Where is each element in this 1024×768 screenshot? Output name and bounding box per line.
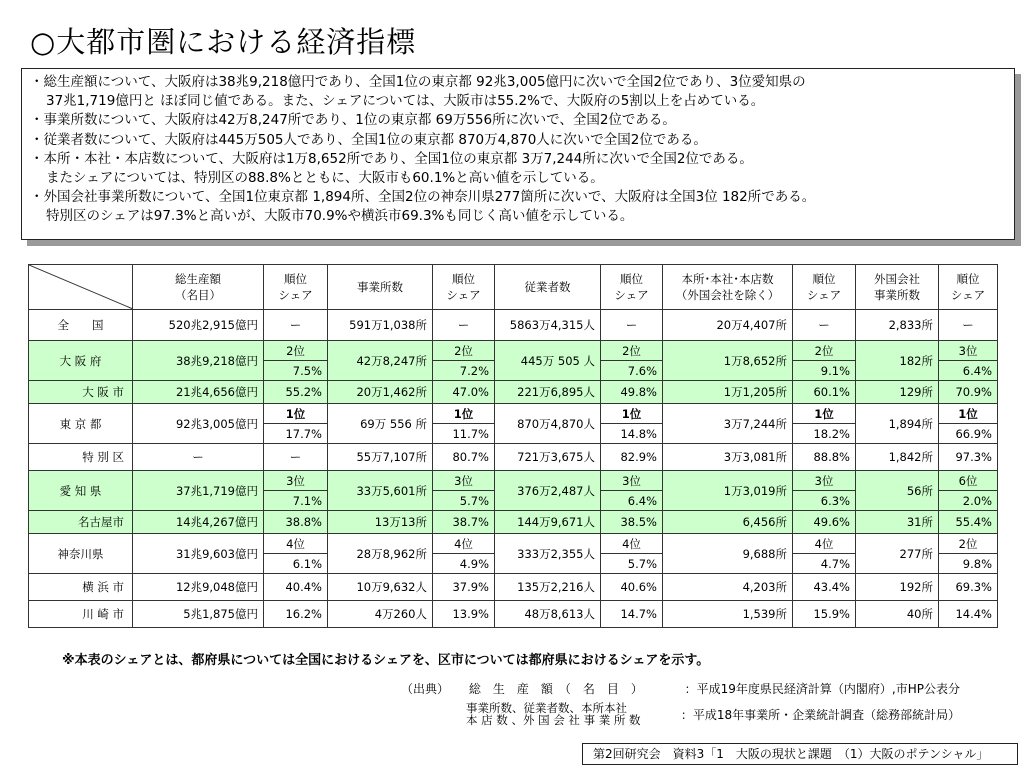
header-rank: 順位 シェア: [433, 265, 495, 310]
row-name: 東 京 都: [29, 404, 133, 444]
emp-value: 445万 505 人: [495, 341, 601, 381]
share-value: 14.8%: [601, 424, 663, 444]
table-row: [29, 534, 998, 554]
est-value: 13万13所: [328, 511, 433, 534]
source-line: [401, 680, 960, 697]
summary-box: [21, 68, 1015, 240]
gdp-value: 31兆9,603億円: [133, 534, 264, 574]
table-row: [29, 444, 998, 471]
share-value: 47.0%: [433, 381, 495, 404]
share-value: 5.7%: [433, 491, 495, 511]
rank-value: 2位: [601, 341, 663, 361]
rank-value: 2位: [264, 341, 328, 361]
gdp-value: 37兆1,719億円: [133, 471, 264, 511]
table-row: [29, 404, 998, 424]
gdp-value: 5兆1,875億円: [133, 601, 264, 628]
diagonal-line: [29, 265, 133, 309]
est-value: 20万1,462所: [328, 381, 433, 404]
share-value: 9.8%: [939, 554, 998, 574]
rank-value: 1位: [433, 404, 495, 424]
table-row: [29, 381, 998, 404]
share-value: 88.8%: [793, 444, 856, 471]
source-item-label: 事業所数、従業者数、本所本社 本 店 数 、外 国 会 社 事 業 所 数: [466, 701, 641, 727]
gdp-value: 92兆3,005億円: [133, 404, 264, 444]
emp-value: 333万2,355人: [495, 534, 601, 574]
emp-value: 721万3,675人: [495, 444, 601, 471]
emp-value: 144万9,671人: [495, 511, 601, 534]
rank-value: 3位: [601, 471, 663, 491]
rank-value: ー: [793, 310, 856, 341]
rank-value: 3位: [433, 471, 495, 491]
table-row: [29, 574, 998, 601]
hq-value: 9,688所: [663, 534, 793, 574]
table-row: [29, 511, 998, 534]
share-value: 6.3%: [793, 491, 856, 511]
share-note: ※本表のシェアとは、都府県については全国におけるシェアを、区市については都府県におけるシェアを示す。: [62, 653, 710, 668]
gdp-value: 21兆4,656億円: [133, 381, 264, 404]
summary-line: ・事業所数について、大阪府は42万8,247所であり、1位の東京都 69万556所に次いで、全国2位である。: [30, 112, 676, 129]
rank-value: 2位: [793, 341, 856, 361]
rank-value: ー: [433, 310, 495, 341]
share-value: 9.1%: [793, 361, 856, 381]
share-value: 69.3%: [939, 574, 998, 601]
row-name: 全 国: [29, 310, 133, 341]
share-value: 80.7%: [433, 444, 495, 471]
header-rank: 順位 シェア: [264, 265, 328, 310]
row-name: 大 阪 市: [29, 381, 133, 404]
rank-value: ー: [939, 310, 998, 341]
share-value: 43.4%: [793, 574, 856, 601]
share-value: 7.5%: [264, 361, 328, 381]
rank-value: 4位: [793, 534, 856, 554]
emp-value: 221万6,895人: [495, 381, 601, 404]
emp-value: 5863万4,315人: [495, 310, 601, 341]
share-value: 7.6%: [601, 361, 663, 381]
share-value: 4.7%: [793, 554, 856, 574]
share-value: 6.4%: [939, 361, 998, 381]
rank-value: 4位: [601, 534, 663, 554]
emp-value: 135万2,216人: [495, 574, 601, 601]
rank-value: 1位: [939, 404, 998, 424]
gdp-value: ー: [133, 444, 264, 471]
page-title: ○大都市圏における経済指標: [30, 25, 417, 59]
table-row: [29, 471, 998, 491]
rank-value: 2位: [433, 341, 495, 361]
hq-value: 1万1,205所: [663, 381, 793, 404]
foreign-value: 277所: [856, 534, 939, 574]
table-row: [29, 341, 998, 361]
rank-value: ー: [601, 310, 663, 341]
source-line: [466, 702, 960, 726]
foreign-value: 2,833所: [856, 310, 939, 341]
hq-value: 20万4,407所: [663, 310, 793, 341]
share-value: 70.9%: [939, 381, 998, 404]
rank-value: 3位: [793, 471, 856, 491]
summary-line: ・外国会社事業所数について、全国1位東京都 1,894所、全国2位の神奈川県277箇所に次いで、大阪府は全国3位 182所である。: [30, 189, 816, 206]
row-name: 名古屋市: [29, 511, 133, 534]
header-foreign: 外国会社 事業所数: [856, 265, 939, 310]
est-value: 28万8,962所: [328, 534, 433, 574]
est-value: 591万1,038所: [328, 310, 433, 341]
foreign-value: 1,842所: [856, 444, 939, 471]
rank-value: 3位: [264, 471, 328, 491]
header-employees: 従業者数: [495, 265, 601, 310]
share-value: 55.4%: [939, 511, 998, 534]
share-value: 18.2%: [793, 424, 856, 444]
gdp-value: 38兆9,218億円: [133, 341, 264, 381]
emp-value: 376万2,487人: [495, 471, 601, 511]
gdp-value: 520兆2,915億円: [133, 310, 264, 341]
share-value: 38.5%: [601, 511, 663, 534]
hq-value: 6,456所: [663, 511, 793, 534]
row-name: 愛 知 県: [29, 471, 133, 511]
hq-value: 3万3,081所: [663, 444, 793, 471]
est-value: 42万8,247所: [328, 341, 433, 381]
rank-value: 1位: [793, 404, 856, 424]
share-value: 11.7%: [433, 424, 495, 444]
economic-indicators-table: [28, 264, 998, 628]
est-value: 55万7,107所: [328, 444, 433, 471]
row-name: 大 阪 府: [29, 341, 133, 381]
share-value: 97.3%: [939, 444, 998, 471]
hq-value: 1万8,652所: [663, 341, 793, 381]
emp-value: 48万8,613人: [495, 601, 601, 628]
share-value: 5.7%: [601, 554, 663, 574]
share-value: 66.9%: [939, 424, 998, 444]
foreign-value: 56所: [856, 471, 939, 511]
summary-line: ・従業者数について、大阪府は445万505人であり、全国1位の東京都 870万4,870人に次いで全国2位である。: [30, 131, 707, 148]
share-value: 13.9%: [433, 601, 495, 628]
source-item-value: ：平成18年事業所・企業統計調査（総務部統計局）: [680, 707, 961, 722]
share-value: 82.9%: [601, 444, 663, 471]
row-name: 特 別 区: [29, 444, 133, 471]
share-value: 38.7%: [433, 511, 495, 534]
foreign-value: 192所: [856, 574, 939, 601]
source-label: （出典）: [401, 682, 450, 696]
gdp-value: 14兆4,267億円: [133, 511, 264, 534]
summary-line: ・総生産額について、大阪府は38兆9,218億円であり、全国1位の東京都 92兆3,005億円に次いで全国2位であり、3位愛知県の: [30, 74, 806, 90]
share-value: 14.7%: [601, 601, 663, 628]
share-value: 37.9%: [433, 574, 495, 601]
hq-value: 1万3,019所: [663, 471, 793, 511]
summary-line: またシェアについては、特別区の88.8%とともに、大阪市も60.1%と高い値を示している。: [46, 170, 604, 187]
footer-reference: 第2回研究会 資料3「1 大阪の現状と課題 （1）大阪のポテンシャル」: [582, 743, 1018, 765]
summary-line: 37兆1,719億円と ほぼ同じ値である。また、シェアについては、大阪市は55.2%で、大阪府の5割以上を占めている。: [46, 93, 765, 110]
share-value: 6.4%: [601, 491, 663, 511]
share-value: 60.1%: [793, 381, 856, 404]
share-value: 7.1%: [264, 491, 328, 511]
summary-line: ・本所・本社・本店数について、大阪府は1万8,652所であり、全国1位の東京都 3万7,244所に次いで全国2位である。: [30, 150, 753, 167]
source-item-value: ：平成19年度県民経済計算（内閣府）,市HP公表分: [684, 682, 961, 696]
rank-value: ー: [264, 310, 328, 341]
rank-value: 4位: [433, 534, 495, 554]
table-row: [29, 601, 998, 628]
share-value: 49.8%: [601, 381, 663, 404]
row-name: 神奈川県: [29, 534, 133, 574]
source-item-label: 総 生 産 額 （ 名 目 ）: [468, 682, 643, 696]
header-rank: 順位 シェア: [793, 265, 856, 310]
share-value: 6.1%: [264, 554, 328, 574]
row-name: 川 崎 市: [29, 601, 133, 628]
share-value: 38.8%: [264, 511, 328, 534]
rank-value: 2位: [939, 534, 998, 554]
gdp-value: 12兆9,048億円: [133, 574, 264, 601]
header-gdp: 総生産額 （名目）: [133, 265, 264, 310]
share-value: 16.2%: [264, 601, 328, 628]
foreign-value: 1,894所: [856, 404, 939, 444]
rank-value: 1位: [264, 404, 328, 424]
est-value: 33万5,601所: [328, 471, 433, 511]
rank-value: 4位: [264, 534, 328, 554]
share-value: 17.7%: [264, 424, 328, 444]
table-row: [29, 310, 998, 341]
share-value: 40.6%: [601, 574, 663, 601]
emp-value: 870万4,870人: [495, 404, 601, 444]
est-value: 69万 556 所: [328, 404, 433, 444]
rank-value: 3位: [939, 341, 998, 361]
share-value: 49.6%: [793, 511, 856, 534]
share-value: 15.9%: [793, 601, 856, 628]
row-name: 横 浜 市: [29, 574, 133, 601]
rank-value: 1位: [601, 404, 663, 424]
share-value: ー: [264, 444, 328, 471]
rank-value: 6位: [939, 471, 998, 491]
header-establishments: 事業所数: [328, 265, 433, 310]
share-value: 40.4%: [264, 574, 328, 601]
est-value: 4万260人: [328, 601, 433, 628]
foreign-value: 31所: [856, 511, 939, 534]
header-rank: 順位 シェア: [939, 265, 998, 310]
header-rank: 順位 シェア: [601, 265, 663, 310]
hq-value: 1,539所: [663, 601, 793, 628]
hq-value: 4,203所: [663, 574, 793, 601]
foreign-value: 40所: [856, 601, 939, 628]
corner-cell: [29, 265, 133, 310]
share-value: 14.4%: [939, 601, 998, 628]
est-value: 10万9,632人: [328, 574, 433, 601]
share-value: 2.0%: [939, 491, 998, 511]
foreign-value: 182所: [856, 341, 939, 381]
foreign-value: 129所: [856, 381, 939, 404]
hq-value: 3万7,244所: [663, 404, 793, 444]
header-headquarters: 本所･本社･本店数 （外国会社を除く）: [663, 265, 793, 310]
share-value: 7.2%: [433, 361, 495, 381]
summary-line: 特別区のシェアは97.3%と高いが、大阪市70.9%や横浜市69.3%も同じく高い値を示している。: [46, 208, 634, 225]
share-value: 4.9%: [433, 554, 495, 574]
share-value: 55.2%: [264, 381, 328, 404]
